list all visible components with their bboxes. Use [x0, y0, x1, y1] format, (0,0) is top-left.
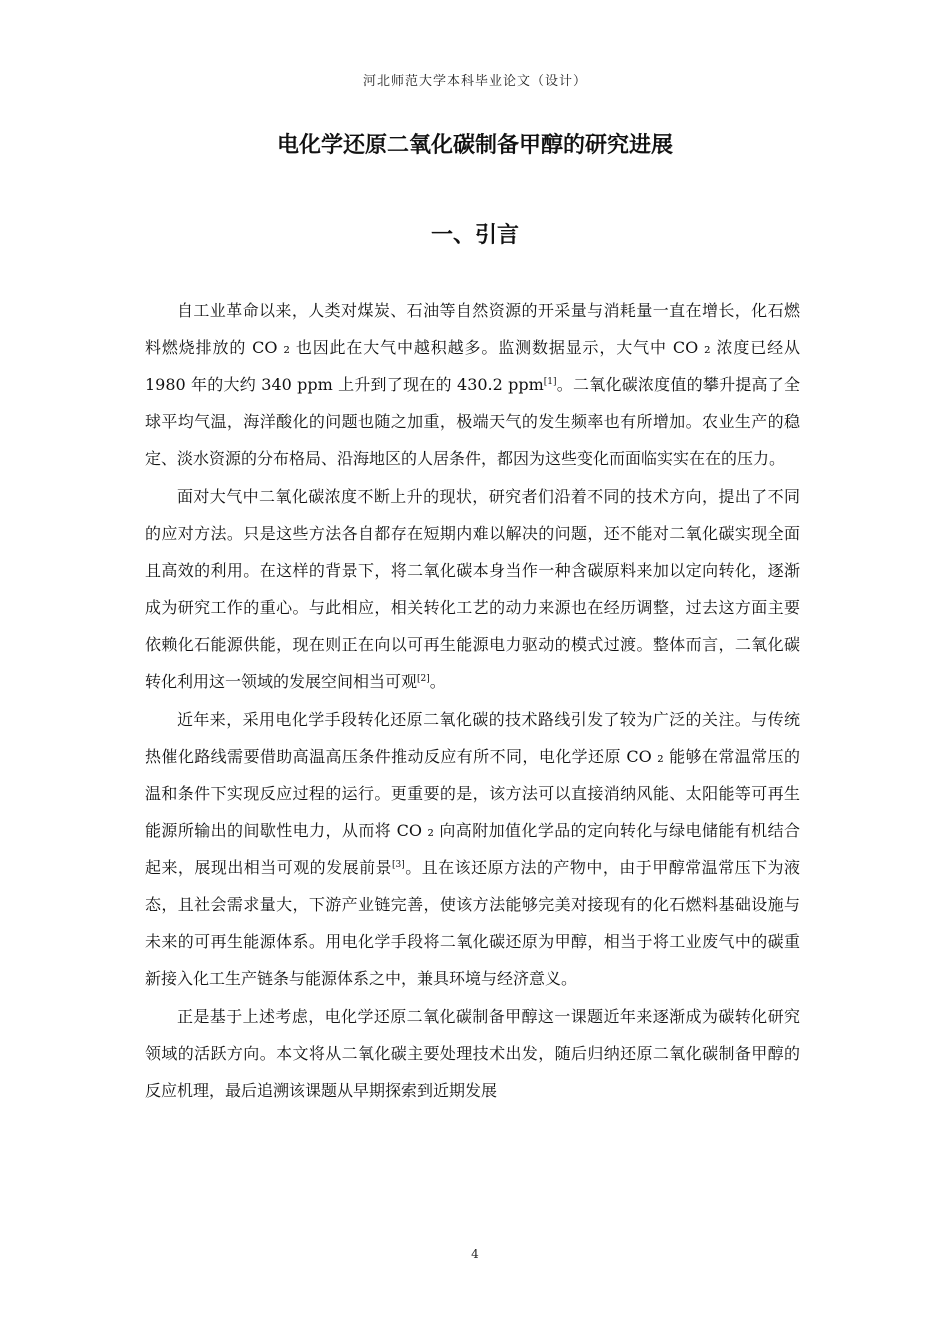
body-text: [145, 292, 800, 1109]
paragraph-4: [145, 998, 800, 1109]
document-title: 电化学还原二氧化碳制备甲醇的研究进展: [276, 133, 673, 158]
paragraph-1-text-b: 。二氧化碳浓度值的攀升提高了全球平均气温，海洋酸化的问题也随之加重，极端天气的发生频率也有所增加。农业生产的稳定、淡水资源的分布格局、沿海地区的人居条件，都因为这些变化而面临实实在在的压力。: [145, 375, 800, 468]
paragraph-3: [145, 701, 800, 997]
page-number: 4: [471, 1247, 479, 1261]
paragraph-2-text-a: 面对大气中二氧化碳浓度不断上升的现状，研究者们沿着不同的技术方向，提出了不同的应对方法。只是这些方法各自都存在短期内难以解决的问题，还不能对二氧化碳实现全面且高效的利用。在这样的背景下，将二氧化碳本身当作一种含碳原料来加以定向转化，逐渐成为研究工作的重心。与此相应，相关转化工艺的动力来源也在经历调整，过去这方面主要依赖化石能源供能，现在则正在向以可再生能源电力驱动的模式过渡。整体而言，二氧化碳转化利用这一领域的发展空间相当可观: [145, 487, 800, 691]
paragraph-4-text-a: 正是基于上述考虑，电化学还原二氧化碳制备甲醇这一课题近年来逐渐成为碳转化研究领域的活跃方向。本文将从二氧化碳主要处理技术出发，随后归纳还原二氧化碳制备甲醇的反应机理，最后追溯该课题从早期探索到近期发展: [145, 1007, 800, 1100]
paragraph-3-text-a: 近年来，采用电化学手段转化还原二氧化碳的技术路线引发了较为广泛的关注。与传统热催化路线需要借助高温高压条件推动反应有所不同，电化学还原 CO ₂ 能够在常温常压的温和条件下实现反应过程的运行。更重要的是，该方法可以直接消纳风能、太阳能等可再生能源所输出的间歇性电力，从而将 CO ₂ 向高附加值化学品的定向转化与绿电储能有机结合起来，展现出相当可观的发展前景: [145, 710, 800, 877]
paragraph-1-text-a: 自工业革命以来，人类对煤炭、石油等自然资源的开采量与消耗量一直在增长，化石燃料燃烧排放的 CO ₂ 也因此在大气中越积越多。监测数据显示，大气中 CO ₂ 浓度已经从 1980 年的大约 340 ppm 上升到了现在的 430.2 ppm: [145, 301, 800, 394]
paragraph-3-text-b: 。且在该还原方法的产物中，由于甲醇常温常压下为液态，且社会需求量大，下游产业链完善，使该方法能够完美对接现有的化石燃料基础设施与未来的可再生能源体系。用电化学手段将二氧化碳还原为甲醇，相当于将工业废气中的碳重新接入化工生产链条与能源体系之中，兼具环境与经济意义。: [145, 858, 800, 988]
citation-1: [1]: [543, 377, 557, 387]
paragraph-2: [145, 478, 800, 700]
section-heading: 一、引言: [430, 223, 519, 248]
running-header: 河北师范大学本科毕业论文（设计）: [362, 74, 587, 89]
citation-2: [2]: [417, 674, 430, 684]
paragraph-2-text-b: 。: [429, 672, 446, 691]
citation-3: [3]: [392, 860, 405, 870]
paragraph-1: [145, 292, 800, 477]
